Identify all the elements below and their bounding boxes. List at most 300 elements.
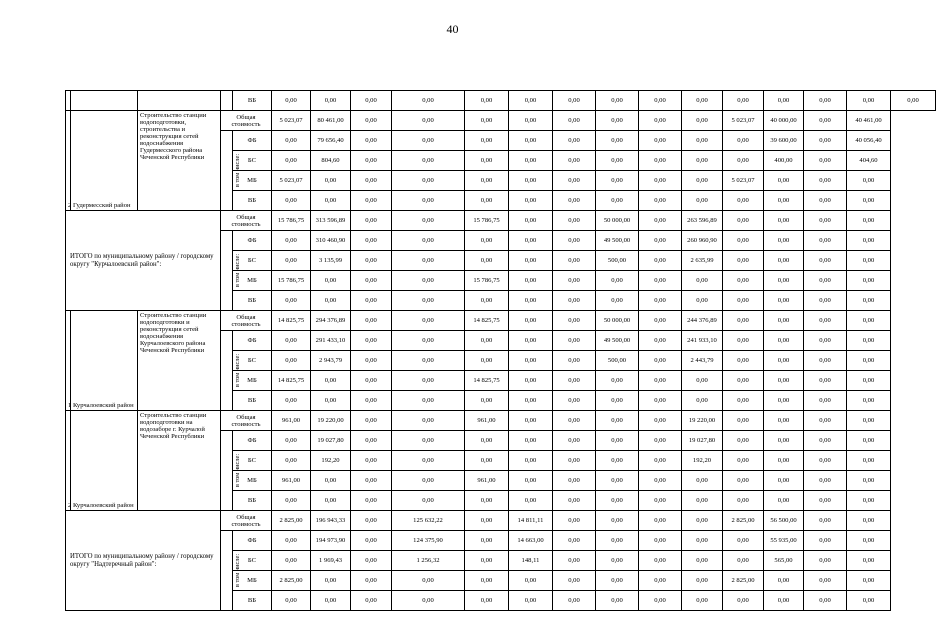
table-row	[66, 411, 936, 431]
value-cell: 0,00	[272, 391, 311, 411]
value-cell: 0,00	[639, 271, 682, 291]
value-cell: 0,00	[392, 251, 465, 271]
project-description: Строительство станции водоподготовки на водозаборе г. Курчалой Чеченской Республики	[138, 411, 221, 511]
value-cell: 0,00	[351, 171, 392, 191]
value-cell: 0,00	[465, 111, 509, 131]
value-cell: 0,00	[764, 431, 804, 451]
value-cell: 0,00	[509, 91, 553, 111]
value-cell: 0,00	[682, 271, 723, 291]
value-cell: 0,00	[847, 491, 891, 511]
value-cell: 0,00	[723, 331, 764, 351]
value-cell: 0,00	[351, 391, 392, 411]
value-cell: 0,00	[723, 391, 764, 411]
value-cell: 0,00	[509, 431, 553, 451]
value-cell: 5 023,07	[723, 171, 764, 191]
value-cell: 0,00	[509, 251, 553, 271]
value-cell: 0,00	[465, 511, 509, 531]
value-cell: 0,00	[764, 451, 804, 471]
value-cell: 0,00	[682, 571, 723, 591]
value-cell: 0,00	[465, 391, 509, 411]
value-cell: 0,00	[764, 371, 804, 391]
value-cell: 0,00	[682, 131, 723, 151]
value-cell: 0,00	[272, 491, 311, 511]
value-cell: 15 786,75	[272, 211, 311, 231]
value-cell: 263 596,89	[682, 211, 723, 231]
value-cell: 0,00	[723, 251, 764, 271]
funding-code: ВБ	[233, 591, 272, 611]
value-cell: 0,00	[392, 211, 465, 231]
value-cell: 0,00	[764, 311, 804, 331]
value-cell: 0,00	[723, 271, 764, 291]
value-cell: 0,00	[764, 91, 804, 111]
value-cell: 14 663,00	[509, 531, 553, 551]
value-cell: 0,00	[351, 571, 392, 591]
value-cell: 0,00	[392, 111, 465, 131]
value-cell: 0,00	[553, 211, 596, 231]
value-cell: 0,00	[639, 431, 682, 451]
value-cell: 0,00	[764, 211, 804, 231]
value-cell: 0,00	[596, 451, 639, 471]
value-cell: 0,00	[553, 291, 596, 311]
value-cell: 404,60	[847, 151, 891, 171]
value-cell: 0,00	[392, 571, 465, 591]
value-cell: 0,00	[682, 591, 723, 611]
value-cell: 0,00	[847, 91, 891, 111]
value-cell: 0,00	[639, 131, 682, 151]
value-cell: 0,00	[392, 311, 465, 331]
district-name: Гудермесский район	[71, 111, 138, 211]
value-cell: 0,00	[392, 351, 465, 371]
value-cell: 0,00	[764, 171, 804, 191]
value-cell: 0,00	[682, 171, 723, 191]
value-cell: 0,00	[465, 191, 509, 211]
value-cell: 0,00	[351, 151, 392, 171]
value-cell: 0,00	[723, 591, 764, 611]
value-cell: 19 220,00	[311, 411, 351, 431]
value-cell: 5 023,07	[723, 111, 764, 131]
value-cell: 0,00	[272, 331, 311, 351]
value-cell: 0,00	[553, 111, 596, 131]
value-cell: 0,00	[804, 251, 847, 271]
value-cell: 0,00	[509, 411, 553, 431]
including-label-cell	[221, 131, 242, 211]
value-cell: 0,00	[465, 551, 509, 571]
value-cell: 0,00	[392, 391, 465, 411]
value-cell: 0,00	[351, 231, 392, 251]
value-cell: 0,00	[804, 451, 847, 471]
value-cell: 14 825,75	[272, 371, 311, 391]
value-cell: 0,00	[351, 471, 392, 491]
value-cell: 0,00	[639, 191, 682, 211]
value-cell: 0,00	[682, 371, 723, 391]
value-cell: 0,00	[392, 91, 465, 111]
value-cell: 0,00	[804, 551, 847, 571]
value-cell: 0,00	[639, 531, 682, 551]
value-cell: 0,00	[465, 491, 509, 511]
value-cell: 0,00	[465, 431, 509, 451]
value-cell: 0,00	[847, 571, 891, 591]
district-name: Курчалоевский район	[71, 311, 138, 411]
value-cell: 2 635,99	[682, 251, 723, 271]
value-cell: 0,00	[804, 271, 847, 291]
value-cell: 0,00	[764, 411, 804, 431]
table-row	[66, 111, 936, 131]
including-label-cell	[221, 331, 242, 411]
value-cell: 15 786,75	[465, 271, 509, 291]
value-cell: 1 969,43	[311, 551, 351, 571]
value-cell: 40 461,00	[847, 111, 891, 131]
value-cell: 0,00	[596, 131, 639, 151]
value-cell: 0,00	[847, 191, 891, 211]
value-cell: 0,00	[682, 511, 723, 531]
value-cell: 0,00	[847, 271, 891, 291]
value-cell: 0,00	[682, 91, 723, 111]
funding-code: ФБ	[233, 331, 272, 351]
value-cell: 5 023,07	[272, 111, 311, 131]
funding-code: ФБ	[233, 231, 272, 251]
value-cell: 0,00	[553, 351, 596, 371]
value-cell: 50 000,00	[596, 211, 639, 231]
funding-code: ВБ	[233, 291, 272, 311]
value-cell: 0,00	[804, 291, 847, 311]
value-cell: 0,00	[847, 371, 891, 391]
value-cell: 125 632,22	[392, 511, 465, 531]
value-cell: 0,00	[804, 491, 847, 511]
value-cell: 0,00	[351, 431, 392, 451]
value-cell: 0,00	[596, 491, 639, 511]
value-cell: 0,00	[392, 371, 465, 391]
funding-code: ФБ	[233, 131, 272, 151]
value-cell: 0,00	[351, 531, 392, 551]
value-cell: 0,00	[465, 451, 509, 471]
row-number: 1	[66, 311, 71, 411]
value-cell: 0,00	[639, 111, 682, 131]
value-cell: 0,00	[272, 551, 311, 571]
value-cell: 2 443,79	[682, 351, 723, 371]
value-cell: 0,00	[639, 511, 682, 531]
value-cell: 804,60	[311, 151, 351, 171]
value-cell: 0,00	[804, 431, 847, 451]
table-row	[66, 511, 936, 531]
including-label-cell	[221, 231, 242, 311]
value-cell: 0,00	[723, 151, 764, 171]
total-cost-label: Общая стоимость	[221, 111, 272, 131]
value-cell: 0,00	[804, 411, 847, 431]
total-cost-label: Общая стоимость	[221, 511, 272, 531]
value-cell: 0,00	[804, 391, 847, 411]
description-cell	[138, 91, 221, 111]
value-cell: 0,00	[509, 491, 553, 511]
value-cell: 0,00	[596, 111, 639, 131]
funding-code: БС	[233, 151, 272, 171]
including-label: в том числе:	[234, 553, 242, 588]
value-cell: 14 825,75	[272, 311, 311, 331]
value-cell: 0,00	[392, 151, 465, 171]
value-cell: 0,00	[682, 391, 723, 411]
value-cell: 0,00	[847, 231, 891, 251]
value-cell: 0,00	[804, 351, 847, 371]
value-cell: 0,00	[465, 571, 509, 591]
value-cell: 0,00	[553, 451, 596, 471]
value-cell: 0,00	[272, 291, 311, 311]
value-cell: 0,00	[351, 551, 392, 571]
value-cell: 0,00	[764, 271, 804, 291]
value-cell: 14 825,75	[465, 371, 509, 391]
value-cell: 0,00	[639, 311, 682, 331]
value-cell: 0,00	[392, 131, 465, 151]
value-cell: 0,00	[553, 191, 596, 211]
value-cell: 0,00	[639, 491, 682, 511]
value-cell: 0,00	[465, 331, 509, 351]
value-cell: 0,00	[553, 331, 596, 351]
value-cell: 0,00	[553, 571, 596, 591]
value-cell: 0,00	[639, 551, 682, 571]
value-cell: 961,00	[272, 411, 311, 431]
value-cell: 0,00	[764, 331, 804, 351]
value-cell: 0,00	[723, 351, 764, 371]
value-cell: 2 943,79	[311, 351, 351, 371]
value-cell: 0,00	[553, 131, 596, 151]
value-cell: 0,00	[596, 271, 639, 291]
value-cell: 19 027,80	[311, 431, 351, 451]
value-cell: 0,00	[553, 311, 596, 331]
value-cell: 0,00	[509, 331, 553, 351]
value-cell: 0,00	[351, 131, 392, 151]
value-cell: 0,00	[639, 231, 682, 251]
value-cell: 0,00	[596, 531, 639, 551]
value-cell: 0,00	[509, 231, 553, 251]
value-cell: 0,00	[351, 371, 392, 391]
funding-code: ФБ	[233, 531, 272, 551]
value-cell: 0,00	[723, 411, 764, 431]
value-cell: 15 786,75	[272, 271, 311, 291]
value-cell: 0,00	[351, 351, 392, 371]
funding-code: БС	[233, 351, 272, 371]
value-cell: 0,00	[351, 491, 392, 511]
value-cell: 0,00	[465, 531, 509, 551]
funding-code: ВБ	[233, 491, 272, 511]
value-cell: 0,00	[553, 491, 596, 511]
value-cell: 0,00	[639, 451, 682, 471]
including-label: в том числе:	[234, 453, 242, 488]
value-cell: 0,00	[723, 231, 764, 251]
value-cell: 0,00	[553, 151, 596, 171]
value-cell: 0,00	[847, 451, 891, 471]
value-cell: 0,00	[723, 431, 764, 451]
value-cell: 79 656,40	[311, 131, 351, 151]
value-cell: 0,00	[596, 551, 639, 571]
value-cell: 0,00	[392, 191, 465, 211]
value-cell: 15 786,75	[465, 211, 509, 231]
value-cell: 0,00	[596, 571, 639, 591]
value-cell: 0,00	[392, 431, 465, 451]
project-description: Строительство станции водоподготовки и реконструкция сетей водоснабжения Курчалоевского района Чеченской Республики	[138, 311, 221, 411]
value-cell: 0,00	[311, 571, 351, 591]
value-cell: 0,00	[596, 471, 639, 491]
value-cell: 0,00	[639, 351, 682, 371]
value-cell: 0,00	[392, 491, 465, 511]
value-cell: 0,00	[804, 311, 847, 331]
value-cell: 0,00	[311, 391, 351, 411]
value-cell: 400,00	[764, 151, 804, 171]
value-cell: 0,00	[639, 291, 682, 311]
value-cell: 0,00	[553, 231, 596, 251]
value-cell: 50 000,00	[596, 311, 639, 331]
value-cell: 0,00	[351, 311, 392, 331]
value-cell: 0,00	[553, 91, 596, 111]
value-cell: 0,00	[272, 531, 311, 551]
funding-code: БС	[233, 551, 272, 571]
value-cell: 0,00	[639, 91, 682, 111]
value-cell: 0,00	[509, 111, 553, 131]
value-cell: 0,00	[509, 151, 553, 171]
value-cell: 0,00	[804, 371, 847, 391]
value-cell: 124 375,90	[392, 531, 465, 551]
value-cell: 0,00	[509, 471, 553, 491]
value-cell: 0,00	[804, 511, 847, 531]
value-cell: 0,00	[639, 171, 682, 191]
value-cell: 0,00	[596, 591, 639, 611]
vertical-label-cell	[221, 91, 233, 111]
value-cell: 0,00	[553, 391, 596, 411]
value-cell: 0,00	[723, 371, 764, 391]
value-cell: 0,00	[723, 91, 764, 111]
value-cell: 0,00	[311, 91, 351, 111]
value-cell: 294 376,89	[311, 311, 351, 331]
value-cell: 961,00	[272, 471, 311, 491]
value-cell: 2 825,00	[723, 511, 764, 531]
value-cell: 0,00	[392, 231, 465, 251]
value-cell: 0,00	[351, 91, 392, 111]
value-cell: 0,00	[596, 431, 639, 451]
value-cell: 0,00	[272, 591, 311, 611]
value-cell: 0,00	[723, 291, 764, 311]
value-cell: 3 135,99	[311, 251, 351, 271]
value-cell: 0,00	[847, 311, 891, 331]
value-cell: 0,00	[351, 251, 392, 271]
value-cell: 0,00	[804, 471, 847, 491]
value-cell: 0,00	[847, 171, 891, 191]
value-cell: 2 825,00	[272, 511, 311, 531]
funding-code: ВБ	[233, 91, 272, 111]
value-cell: 0,00	[392, 291, 465, 311]
value-cell: 0,00	[509, 391, 553, 411]
value-cell: 565,00	[764, 551, 804, 571]
value-cell: 0,00	[764, 231, 804, 251]
table-row	[66, 211, 936, 231]
value-cell: 0,00	[272, 231, 311, 251]
value-cell: 0,00	[311, 491, 351, 511]
value-cell: 0,00	[639, 251, 682, 271]
value-cell: 244 376,89	[682, 311, 723, 331]
value-cell: 0,00	[392, 271, 465, 291]
value-cell: 0,00	[272, 351, 311, 371]
value-cell: 0,00	[351, 191, 392, 211]
value-cell: 0,00	[351, 331, 392, 351]
value-cell: 0,00	[465, 291, 509, 311]
including-label: в том числе:	[234, 253, 242, 288]
value-cell: 0,00	[509, 591, 553, 611]
value-cell: 0,00	[723, 491, 764, 511]
value-cell: 0,00	[392, 451, 465, 471]
value-cell: 961,00	[465, 471, 509, 491]
total-cost-label: Общая стоимость	[221, 311, 272, 331]
value-cell: 0,00	[723, 131, 764, 151]
value-cell: 0,00	[596, 291, 639, 311]
value-cell: 0,00	[764, 591, 804, 611]
value-cell: 0,00	[639, 371, 682, 391]
value-cell: 19 027,80	[682, 431, 723, 451]
value-cell: 0,00	[682, 471, 723, 491]
value-cell: 0,00	[639, 331, 682, 351]
value-cell: 0,00	[847, 591, 891, 611]
value-cell: 0,00	[596, 171, 639, 191]
value-cell: 0,00	[596, 391, 639, 411]
value-cell: 0,00	[723, 551, 764, 571]
value-cell: 0,00	[891, 91, 936, 111]
including-label: в том числе:	[234, 353, 242, 388]
value-cell: 0,00	[392, 171, 465, 191]
including-label: в том числе:	[234, 153, 242, 188]
value-cell: 0,00	[553, 471, 596, 491]
table-row	[66, 91, 936, 111]
value-cell: 0,00	[509, 171, 553, 191]
value-cell: 0,00	[847, 251, 891, 271]
funding-code: ФБ	[233, 431, 272, 451]
value-cell: 0,00	[509, 311, 553, 331]
value-cell: 0,00	[639, 411, 682, 431]
value-cell: 55 935,00	[764, 531, 804, 551]
value-cell: 0,00	[596, 191, 639, 211]
value-cell: 0,00	[596, 511, 639, 531]
value-cell: 0,00	[804, 331, 847, 351]
value-cell: 0,00	[509, 131, 553, 151]
value-cell: 0,00	[351, 511, 392, 531]
value-cell: 0,00	[682, 111, 723, 131]
value-cell: 0,00	[804, 531, 847, 551]
value-cell: 0,00	[465, 151, 509, 171]
value-cell: 0,00	[847, 551, 891, 571]
value-cell: 0,00	[847, 331, 891, 351]
total-label: ИТОГО по муниципальному району / городскому округу "Курчалоевский район":	[66, 211, 221, 311]
value-cell: 0,00	[311, 191, 351, 211]
value-cell: 0,00	[553, 171, 596, 191]
value-cell: 0,00	[272, 251, 311, 271]
value-cell: 0,00	[764, 291, 804, 311]
value-cell: 0,00	[351, 411, 392, 431]
funding-code: МБ	[233, 471, 272, 491]
row-number: 2	[66, 111, 71, 211]
funding-code: БС	[233, 451, 272, 471]
value-cell: 0,00	[509, 451, 553, 471]
value-cell: 0,00	[804, 131, 847, 151]
value-cell: 0,00	[639, 471, 682, 491]
value-cell: 0,00	[804, 171, 847, 191]
value-cell: 0,00	[272, 131, 311, 151]
value-cell: 0,00	[351, 211, 392, 231]
value-cell: 40 056,40	[847, 131, 891, 151]
funding-code: МБ	[233, 171, 272, 191]
value-cell: 0,00	[596, 151, 639, 171]
value-cell: 0,00	[465, 251, 509, 271]
total-cost-label: Общая стоимость	[221, 211, 272, 231]
value-cell: 0,00	[804, 231, 847, 251]
page-number: 40	[446, 22, 459, 36]
value-cell: 192,20	[311, 451, 351, 471]
value-cell: 0,00	[596, 411, 639, 431]
value-cell: 0,00	[847, 511, 891, 531]
value-cell: 0,00	[639, 151, 682, 171]
